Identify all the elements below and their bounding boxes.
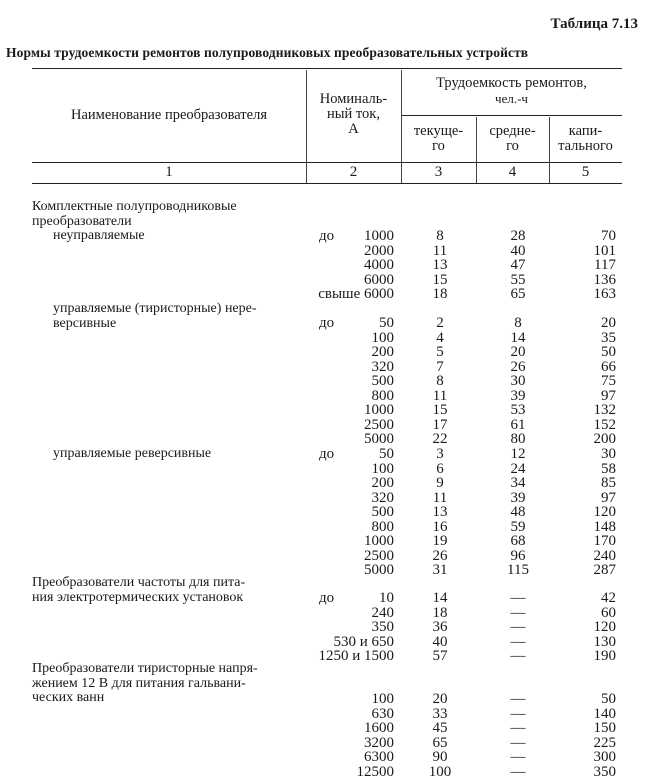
medium-repair-hours: —: [510, 734, 526, 751]
current-prefix: до: [319, 228, 335, 244]
table-caption: Нормы трудоемкости ремонтов полупроводниковых преобразовательных устройств: [6, 45, 529, 60]
current-repair-hours: 13: [432, 504, 448, 520]
table-row: [0, 750, 651, 765]
current-repair-hours: 57: [432, 648, 448, 664]
medium-repair-hours: 28: [510, 228, 526, 244]
nominal-current: 5000: [364, 562, 394, 578]
current-prefix: до: [319, 590, 335, 606]
medium-repair-hours: 80: [510, 431, 526, 447]
header-col-current-repair: [401, 124, 476, 154]
capital-repair-hours: 136: [593, 271, 616, 288]
medium-repair-hours: 12: [510, 446, 526, 462]
header-group-l2: чел.-ч: [495, 91, 528, 106]
nominal-current: 4000: [364, 257, 394, 273]
table-row: [0, 258, 651, 273]
nominal-current: 2500: [364, 416, 394, 433]
medium-repair-hours: —: [510, 590, 526, 606]
header-col-current: [306, 92, 401, 137]
table-row: [0, 491, 651, 506]
current-repair-hours: 9: [436, 475, 444, 491]
header-col-current-l1: Номиналь-: [319, 91, 388, 107]
nominal-current: 320: [371, 489, 394, 506]
medium-repair-hours: 55: [510, 271, 526, 288]
medium-repair-hours: —: [510, 691, 526, 707]
medium-repair-hours: 65: [510, 286, 526, 302]
table-row: [0, 287, 651, 302]
current-repair-hours: 22: [432, 431, 448, 447]
current-repair-hours: 7: [436, 358, 444, 375]
medium-repair-hours: 61: [510, 416, 526, 433]
capital-repair-hours: 130: [593, 633, 616, 650]
header-group-l1: Трудоемкость ремонтов,: [436, 75, 587, 91]
current-repair-hours: 16: [432, 518, 448, 535]
col-number-1: 1: [165, 164, 173, 180]
capital-repair-hours: 42: [601, 590, 616, 606]
nominal-current: 200: [371, 344, 394, 360]
current-repair-hours: 65: [432, 734, 448, 751]
current-repair-hours: 8: [436, 228, 444, 244]
nominal-current: 5000: [364, 431, 394, 447]
medium-repair-hours: 59: [510, 518, 526, 535]
text-line: ческих ванн: [32, 690, 105, 705]
current-repair-hours: 18: [432, 604, 448, 621]
current-repair-hours: 31: [432, 562, 448, 578]
text-line: преобразователи: [32, 213, 132, 229]
text-line: Преобразователи тиристорные напря-: [32, 661, 258, 676]
medium-repair-hours: 14: [510, 329, 526, 346]
medium-repair-hours: 68: [510, 533, 526, 549]
header-col3-l1: текуще-: [413, 123, 464, 139]
nominal-current: 320: [371, 358, 394, 375]
table-row: [0, 620, 651, 635]
table-row: [0, 721, 651, 736]
medium-repair-hours: —: [510, 763, 526, 780]
current-repair-hours: 17: [432, 416, 448, 433]
subgroup-controlled-reversible: управляемые реверсивные: [53, 446, 212, 461]
current-repair-hours: 33: [432, 705, 448, 722]
capital-repair-hours: 58: [601, 460, 616, 477]
capital-repair-hours: 120: [593, 619, 616, 635]
current-repair-hours: 26: [432, 547, 448, 564]
header-col-name: Наименование преобразователя: [70, 107, 267, 123]
medium-repair-hours: 8: [514, 315, 522, 331]
capital-repair-hours: 120: [593, 504, 616, 520]
capital-repair-hours: 287: [593, 562, 616, 578]
current-repair-hours: 5: [436, 344, 444, 360]
capital-repair-hours: 190: [593, 648, 616, 664]
nominal-current: свыше 6000: [318, 286, 394, 302]
capital-repair-hours: 66: [601, 358, 616, 375]
nominal-current: 100: [371, 460, 394, 477]
table-row: [0, 432, 651, 447]
table-row: [0, 520, 651, 535]
table-row: [0, 563, 651, 578]
nominal-current: 500: [371, 373, 394, 389]
current-prefix: до: [319, 446, 335, 462]
table-row: [0, 403, 651, 418]
current-prefix: до: [319, 315, 335, 331]
capital-repair-hours: 163: [593, 286, 616, 302]
current-repair-hours: 20: [432, 691, 448, 707]
table-row: [0, 591, 651, 606]
header-group-labor: [401, 76, 622, 106]
capital-repair-hours: 152: [593, 416, 616, 433]
current-repair-hours: 45: [432, 720, 448, 736]
current-repair-hours: 40: [432, 633, 448, 650]
table-row: [0, 736, 651, 751]
nominal-current: 1000: [364, 533, 394, 549]
capital-repair-hours: 75: [601, 373, 616, 389]
nominal-current: 1000: [364, 402, 394, 418]
current-repair-hours: 13: [432, 257, 448, 273]
table-row: [0, 765, 651, 780]
capital-repair-hours: 117: [594, 257, 616, 273]
header-top-rule: [32, 68, 622, 69]
table-row: [0, 331, 651, 346]
capital-repair-hours: 200: [593, 431, 616, 447]
table-row: [0, 360, 651, 375]
table-row: [0, 549, 651, 564]
table-row: [0, 229, 651, 244]
capital-repair-hours: 240: [593, 547, 616, 564]
nominal-current: 200: [371, 475, 394, 491]
text-line: ния электротермических установок: [32, 589, 244, 605]
medium-repair-hours: 115: [507, 562, 529, 578]
header-col3-l2: го: [432, 138, 445, 154]
capital-repair-hours: 35: [601, 329, 616, 346]
medium-repair-hours: 30: [510, 373, 526, 389]
current-repair-hours: 4: [436, 329, 444, 346]
medium-repair-hours: —: [510, 604, 526, 621]
header-col-medium-repair: [476, 124, 549, 154]
nominal-current: 100: [371, 329, 394, 346]
numbers-bottom-rule: [32, 183, 622, 184]
medium-repair-hours: 39: [510, 387, 526, 404]
nominal-current: 50: [379, 315, 394, 331]
nominal-current: 630: [371, 705, 394, 722]
medium-repair-hours: —: [510, 619, 526, 635]
medium-repair-hours: —: [510, 749, 526, 765]
group-title-complete-converters: [32, 200, 237, 229]
table-row: [0, 273, 651, 288]
medium-repair-hours: 53: [510, 402, 526, 418]
nominal-current: 3200: [364, 734, 394, 751]
capital-repair-hours: 97: [601, 489, 616, 506]
capital-repair-hours: 50: [601, 344, 616, 360]
header-col4-l1: средне-: [489, 123, 536, 139]
nominal-current: 1000: [364, 228, 394, 244]
subgroup-uncontrolled: неуправляемые: [53, 228, 145, 243]
header-col5-l2: тального: [558, 138, 613, 154]
medium-repair-hours: 26: [510, 358, 526, 375]
current-repair-hours: 19: [432, 533, 448, 549]
nominal-current: 240: [371, 604, 394, 621]
table-row: [0, 374, 651, 389]
medium-repair-hours: —: [510, 720, 526, 736]
text-line: управляемые (тиристорные) нере-: [53, 301, 257, 316]
current-repair-hours: 100: [428, 763, 452, 780]
capital-repair-hours: 60: [601, 604, 616, 621]
header-col-current-l2: ный ток,: [327, 106, 380, 122]
table-row: [0, 244, 651, 259]
nominal-current: 12500: [356, 763, 394, 780]
table-row: [0, 316, 651, 331]
capital-repair-hours: 350: [593, 763, 616, 780]
table-number: Таблица 7.13: [550, 16, 638, 32]
table-row: [0, 476, 651, 491]
medium-repair-hours: 96: [510, 547, 526, 564]
capital-repair-hours: 132: [593, 402, 616, 418]
nominal-current: 10: [379, 590, 394, 606]
medium-repair-hours: —: [510, 648, 526, 664]
current-repair-hours: 11: [432, 387, 448, 404]
medium-repair-hours: 24: [510, 460, 526, 477]
capital-repair-hours: 300: [593, 749, 616, 765]
capital-repair-hours: 97: [601, 387, 616, 404]
capital-repair-hours: 170: [593, 533, 616, 549]
nominal-current: 500: [371, 504, 394, 520]
col-number-4: 4: [508, 164, 517, 180]
medium-repair-hours: 40: [510, 242, 526, 259]
table-row: [0, 534, 651, 549]
table-row: [0, 505, 651, 520]
capital-repair-hours: 50: [601, 691, 616, 707]
table-row: [0, 345, 651, 360]
capital-repair-hours: 150: [593, 720, 616, 736]
medium-repair-hours: —: [510, 633, 526, 650]
medium-repair-hours: —: [510, 705, 526, 722]
capital-repair-hours: 70: [601, 228, 616, 244]
nominal-current: 1600: [364, 720, 394, 736]
text-line: Комплектные полупроводниковые: [32, 199, 237, 214]
header-col5-l1: капи-: [568, 123, 603, 139]
current-repair-hours: 11: [432, 242, 448, 259]
header-bottom-rule: [32, 162, 622, 163]
table-row: [0, 389, 651, 404]
current-repair-hours: 6: [436, 460, 444, 477]
nominal-current: 800: [371, 518, 394, 535]
medium-repair-hours: 48: [510, 504, 526, 520]
nominal-current: 6300: [364, 749, 394, 765]
text-line: версивные: [53, 315, 117, 331]
nominal-current: 6000: [364, 271, 394, 288]
current-repair-hours: 14: [432, 590, 448, 606]
group-rule: [402, 115, 622, 116]
nominal-current: 350: [371, 619, 394, 635]
table-row: [0, 462, 651, 477]
col-number-2: 2: [349, 164, 358, 180]
current-repair-hours: 90: [432, 749, 448, 765]
nominal-current: 2000: [364, 242, 394, 259]
capital-repair-hours: 140: [593, 705, 616, 722]
text-line: Преобразователи частоты для пита-: [32, 575, 246, 590]
current-repair-hours: 3: [436, 446, 444, 462]
capital-repair-hours: 225: [593, 734, 616, 751]
table-row: [0, 692, 651, 707]
col-number-5: 5: [581, 164, 590, 180]
header-col-capital-repair: [549, 124, 622, 154]
current-repair-hours: 36: [432, 619, 448, 635]
medium-repair-hours: 39: [510, 489, 526, 506]
medium-repair-hours: 47: [510, 257, 526, 273]
current-repair-hours: 11: [432, 489, 448, 506]
table-row: [0, 649, 651, 664]
nominal-current: 50: [379, 446, 394, 462]
current-repair-hours: 18: [432, 286, 448, 302]
nominal-current: 530 и 650: [333, 633, 394, 650]
table-row: [0, 707, 651, 722]
col-number-3: 3: [434, 164, 443, 180]
header-col-current-l3: А: [348, 121, 359, 137]
current-repair-hours: 8: [436, 373, 444, 389]
capital-repair-hours: 101: [593, 242, 616, 259]
nominal-current: 2500: [364, 547, 394, 564]
nominal-current: 100: [371, 691, 394, 707]
current-repair-hours: 2: [436, 315, 444, 331]
current-repair-hours: 15: [432, 271, 448, 288]
current-repair-hours: 15: [432, 402, 448, 418]
capital-repair-hours: 85: [601, 475, 616, 491]
capital-repair-hours: 30: [601, 446, 616, 462]
table-row: [0, 635, 651, 650]
text-line: жением 12 В для питания гальвани-: [32, 675, 246, 691]
capital-repair-hours: 148: [593, 518, 616, 535]
table-row: [0, 418, 651, 433]
header-col4-l2: го: [506, 138, 519, 154]
nominal-current: 800: [371, 387, 394, 404]
nominal-current: 1250 и 1500: [318, 648, 394, 664]
medium-repair-hours: 20: [510, 344, 526, 360]
table-row: [0, 447, 651, 462]
capital-repair-hours: 20: [601, 315, 616, 331]
medium-repair-hours: 34: [510, 475, 526, 491]
table-row: [0, 606, 651, 621]
